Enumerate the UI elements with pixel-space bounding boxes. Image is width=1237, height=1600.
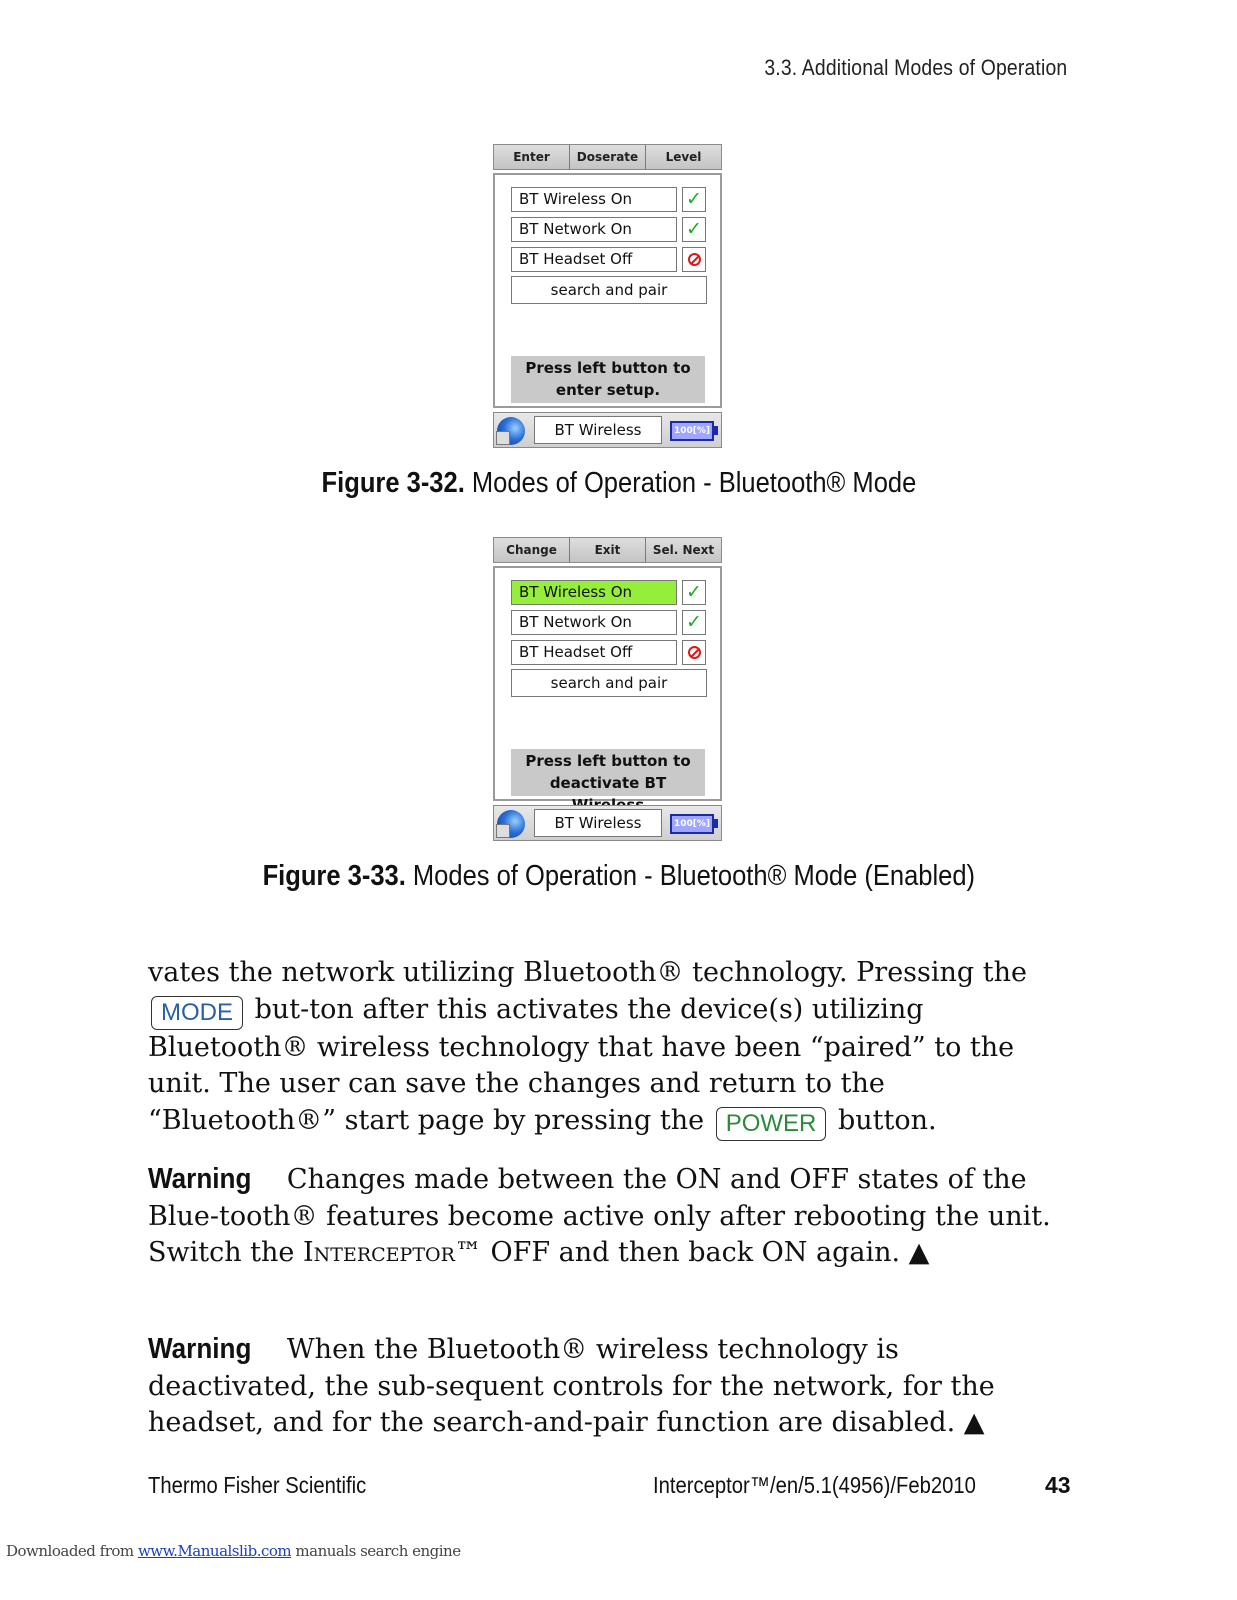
- message-line: enter setup.: [555, 381, 661, 399]
- running-header: 3.3. Additional Modes of Operation: [763, 55, 1067, 80]
- battery-icon: 100[%]: [670, 814, 714, 834]
- figure-caption-3-32: [0, 467, 1237, 500]
- status-bar: [493, 805, 722, 841]
- caption-label: Figure 3-32.: [321, 467, 465, 499]
- caption-text: Modes of Operation - Bluetooth® Mode: [471, 467, 916, 499]
- battery-icon: 100[%]: [670, 421, 714, 441]
- footer-company: [148, 1472, 396, 1499]
- bt-network-status: [682, 217, 706, 242]
- product-name: Interceptor™: [303, 1237, 482, 1268]
- caption-text: Modes of Operation - Bluetooth® Mode (Enabled): [412, 860, 975, 892]
- instruction-message: [511, 356, 705, 403]
- softkey-enter[interactable]: Enter: [494, 145, 570, 169]
- bt-wireless-status-button[interactable]: BT Wireless: [534, 809, 662, 837]
- bt-headset-status: [682, 640, 706, 665]
- softkey-level[interactable]: Level: [665, 150, 702, 164]
- settings-panel: [493, 566, 722, 801]
- bt-network-row[interactable]: BT Network On: [511, 610, 677, 635]
- softkey-sel-next[interactable]: Sel. Next: [652, 543, 715, 557]
- battery-tip: [714, 819, 718, 828]
- download-suffix: manuals search engine: [295, 1542, 461, 1560]
- bt-wireless-status-button[interactable]: BT Wireless: [534, 416, 662, 444]
- download-note: [6, 1542, 461, 1560]
- bt-wireless-row[interactable]: BT Wireless On: [511, 187, 677, 212]
- warning-reboot: [148, 1161, 1068, 1272]
- paragraph-text: vates the network utilizing Bluetooth® technology. Pressing the: [148, 957, 1028, 988]
- bt-headset-row[interactable]: BT Headset Off: [511, 640, 677, 665]
- warning-text: OFF and then back ON again. ▲: [490, 1237, 930, 1268]
- mode-key: MODE: [151, 996, 243, 1030]
- paragraph-text: but-ton after this activates the device(s) utilizing Bluetooth® wireless technology that have been “paired” to the unit. The user can save the changes and return to the “Bluetooth®” start page by pressing the: [148, 993, 1015, 1136]
- caption-label: Figure 3-33.: [262, 860, 406, 892]
- grid-icon: [496, 431, 510, 445]
- bt-network-row[interactable]: BT Network On: [511, 217, 677, 242]
- status-bar: [493, 412, 722, 448]
- warning-label: Warning: [148, 1163, 252, 1195]
- device-screen-bluetooth-enabled: [493, 537, 722, 843]
- message-line: deactivate BT: [549, 774, 667, 792]
- softkey-exit[interactable]: Exit: [570, 538, 646, 562]
- manualslib-link[interactable]: www.Manualslib.com: [137, 1542, 292, 1560]
- warning-label: Warning: [148, 1333, 252, 1365]
- bt-network-status: [682, 610, 706, 635]
- bt-wireless-row-selected[interactable]: BT Wireless On: [511, 580, 677, 605]
- body-paragraph: [148, 955, 1068, 1141]
- message-line: Press left button to: [525, 752, 691, 770]
- paragraph-text: button.: [837, 1104, 937, 1136]
- softkey-bar: [493, 537, 722, 563]
- softkey-doserate[interactable]: Doserate: [570, 145, 646, 169]
- battery-tip: [714, 426, 718, 435]
- figure-caption-3-33: [0, 860, 1237, 893]
- warning-deactivated: [148, 1331, 1068, 1442]
- check-icon: ✓: [686, 188, 702, 210]
- download-prefix: Downloaded from: [6, 1542, 134, 1560]
- device-screen-bluetooth-mode: [493, 144, 722, 450]
- bt-headset-row[interactable]: BT Headset Off: [511, 247, 677, 272]
- search-and-pair-button[interactable]: search and pair: [511, 276, 707, 304]
- warning-text: Changes made between the ON and OFF states of the Blue-tooth® features become active only after rebooting the unit. Switch the: [148, 1164, 1051, 1268]
- message-line: Press left button to: [525, 359, 691, 377]
- search-and-pair-button[interactable]: search and pair: [511, 669, 707, 697]
- document-reference: Interceptor™/en/5.1(4956)/Feb2010: [653, 1472, 976, 1498]
- bt-wireless-status: [682, 580, 706, 605]
- warning-text: When the Bluetooth® wireless technology is deactivated, the sub-sequent controls for the network, for the headset, and for the search-and-pair function are disabled. ▲: [148, 1334, 995, 1438]
- check-icon: ✓: [686, 581, 702, 603]
- power-key: POWER: [716, 1107, 827, 1141]
- company-name: Thermo Fisher Scientific: [148, 1472, 367, 1498]
- bt-wireless-status: [682, 187, 706, 212]
- prohibit-icon: [688, 253, 701, 266]
- softkey-bar: [493, 144, 722, 170]
- softkey-change[interactable]: Change: [494, 538, 570, 562]
- check-icon: ✓: [686, 611, 702, 633]
- bt-headset-status: [682, 247, 706, 272]
- prohibit-icon: [688, 646, 701, 659]
- settings-panel: [493, 173, 722, 408]
- footer-doc-ref: [653, 1472, 1020, 1499]
- grid-icon: [496, 824, 510, 838]
- page-number: 43: [1045, 1472, 1071, 1498]
- instruction-message: [511, 749, 705, 796]
- check-icon: ✓: [686, 218, 702, 240]
